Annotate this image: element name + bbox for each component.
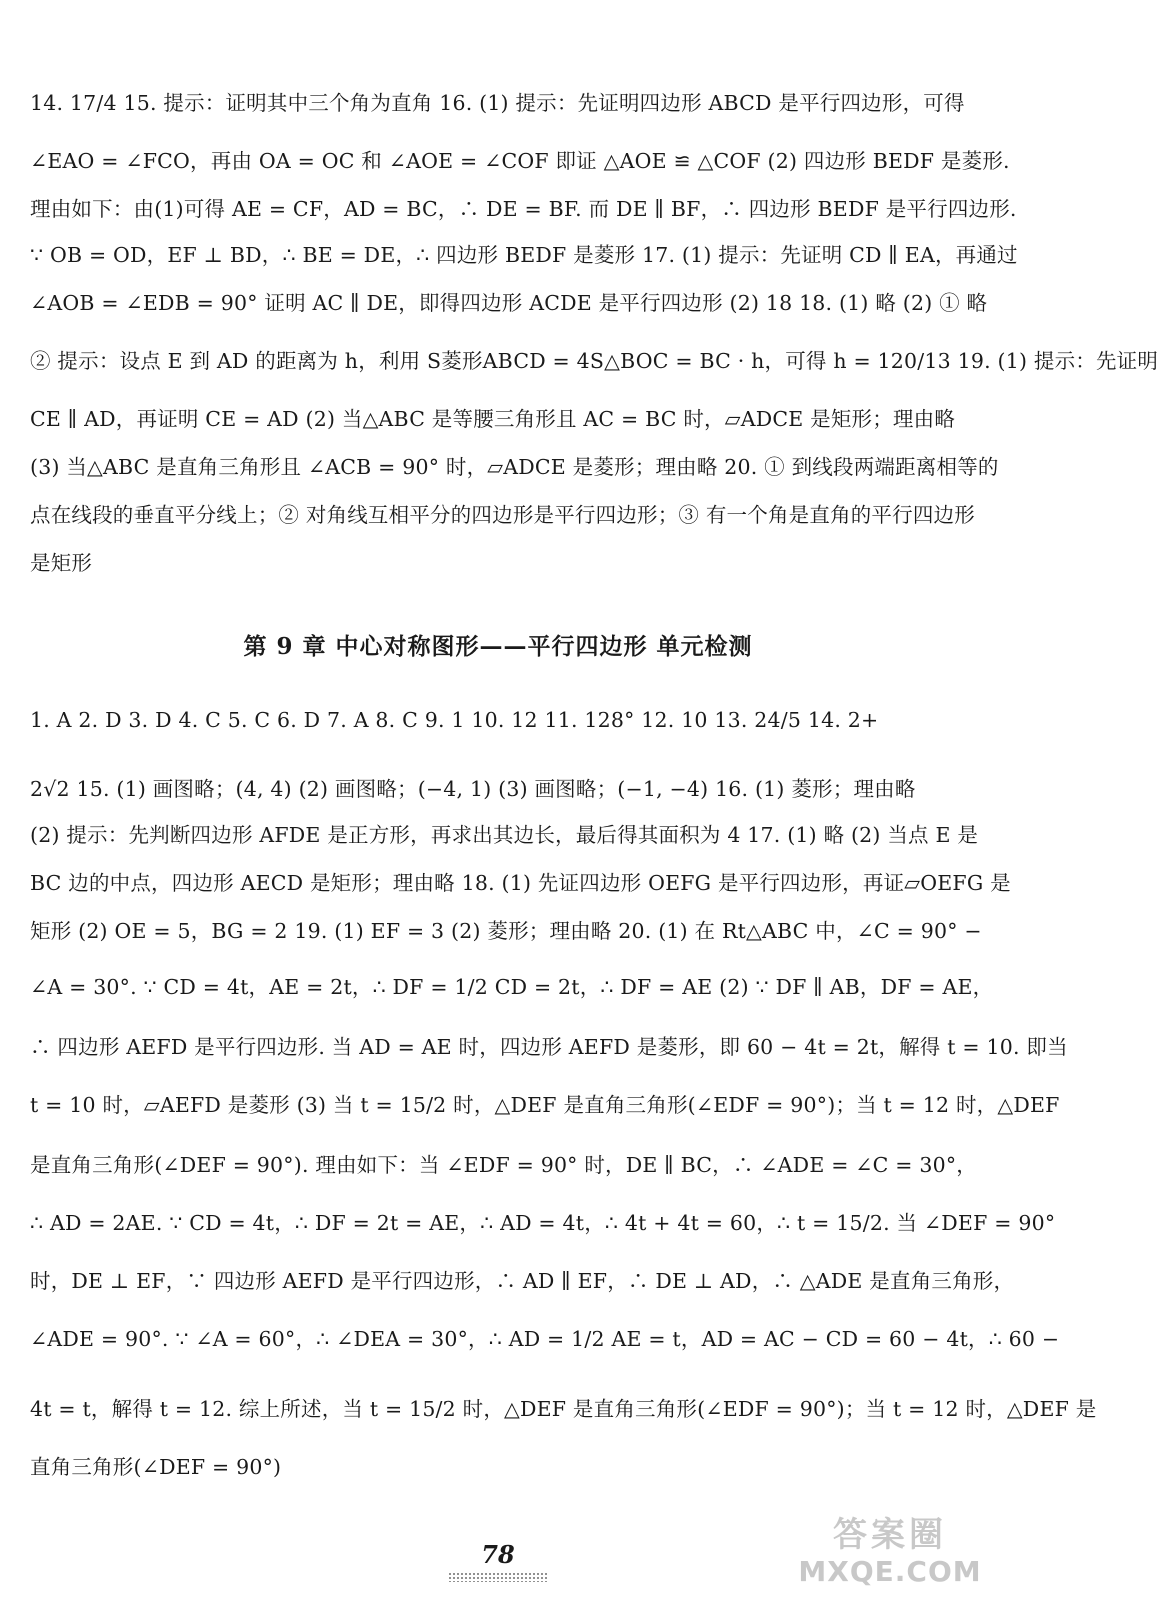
answer-line: CE ∥ AD，再证明 CE = AD (2) 当△ABC 是等腰三角形且 AC = BC 时，▱ADCE 是矩形；理由略 [30,407,956,431]
section-heading: 第 9 章 中心对称图形——平行四边形 单元检测 [243,633,753,660]
answer-line: 14. 17/4 15. 提示：证明其中三个角为直角 16. (1) 提示：先证明四边形 ABCD 是平行四边形，可得 [30,91,965,115]
answer-line: 4t = t，解得 t = 12. 综上所述，当 t = 15/2 时，△DEF 是直角三角形(∠EDF = 90°)；当 t = 12 时，△DEF 是 [30,1397,1097,1421]
answer-line: 矩形 (2) OE = 5，BG = 2 19. (1) EF = 3 (2) 菱形；理由略 20. (1) 在 Rt△ABC 中，∠C = 90° − [30,919,982,943]
page-number-ornament [448,1572,548,1582]
answer-line: ∠ADE = 90°. ∵ ∠A = 60°，∴ ∠DEA = 30°，∴ AD = 1/2 AE = t，AD = AC − CD = 60 − 4t，∴ 60 − [30,1327,1060,1351]
answer-line: (3) 当△ABC 是直角三角形且 ∠ACB = 90° 时，▱ADCE 是菱形；理由略 20. ① 到线段两端距离相等的 [30,455,999,479]
watermark-title: 答案圈 [833,1515,947,1555]
answer-line: 理由如下：由(1)可得 AE = CF，AD = BC，∴ DE = BF. 而 DE ∥ BF，∴ 四边形 BEDF 是平行四边形. [30,197,1017,221]
answer-line: 直角三角形(∠DEF = 90°) [30,1455,282,1479]
answer-line: 是直角三角形(∠DEF = 90°). 理由如下：当 ∠EDF = 90° 时，DE ∥ BC，∴ ∠ADE = ∠C = 30°， [30,1153,977,1177]
answer-line: t = 10 时，▱AEFD 是菱形 (3) 当 t = 15/2 时，△DEF 是直角三角形(∠EDF = 90°)；当 t = 12 时，△DEF [30,1093,1060,1117]
answer-line: ∵ OB = OD，EF ⊥ BD，∴ BE = DE，∴ 四边形 BEDF 是菱形 17. (1) 提示：先证明 CD ∥ EA，再通过 [30,243,1018,267]
answer-line: 是矩形 [30,551,93,575]
answer-line: 点在线段的垂直平分线上；② 对角线互相平分的四边形是平行四边形；③ 有一个角是直角的平行四边形 [30,503,975,527]
answer-line: 时，DE ⊥ EF，∵ 四边形 AEFD 是平行四边形，∴ AD ∥ EF，∴ DE ⊥ AD，∴ △ADE 是直角三角形， [30,1269,1015,1293]
answer-line: 1. A 2. D 3. D 4. C 5. C 6. D 7. A 8. C 9. 1 10. 12 11. 128° 12. 10 13. 24/5 14. 2+ [30,708,879,732]
answer-line: ∠A = 30°. ∵ CD = 4t，AE = 2t，∴ DF = 1/2 CD = 2t，∴ DF = AE (2) ∵ DF ∥ AB，DF = AE， [30,975,994,999]
watermark-url: MXQE.COM [798,1555,982,1588]
answer-line: ∠EAO = ∠FCO，再由 OA = OC 和 ∠AOE = ∠COF 即证 △AOE ≌ △COF (2) 四边形 BEDF 是菱形. [30,149,1010,173]
answer-line: BC 边的中点，四边形 AECD 是矩形；理由略 18. (1) 先证四边形 OEFG 是平行四边形，再证▱OEFG 是 [30,871,1011,895]
answer-line: 2√2 15. (1) 画图略；(4, 4) (2) 画图略；(−4, 1) (3) 画图略；(−1, −4) 16. (1) 菱形；理由略 [30,777,916,801]
watermark-logo [790,1515,990,1595]
page-number: 78 [481,1540,515,1569]
answer-line: ② 提示：设点 E 到 AD 的距离为 h，利用 S菱形ABCD = 4S△BOC = BC · h，可得 h = 120/13 19. (1) 提示：先证明 [30,349,1158,373]
answer-line: ∴ 四边形 AEFD 是平行四边形. 当 AD = AE 时，四边形 AEFD 是菱形，即 60 − 4t = 2t，解得 t = 10. 即当 [30,1035,1068,1059]
answer-line: ∴ AD = 2AE. ∵ CD = 4t，∴ DF = 2t = AE，∴ AD = 4t，∴ 4t + 4t = 60，∴ t = 15/2. 当 ∠DEF = 90° [30,1211,1056,1235]
answer-line: ∠AOB = ∠EDB = 90° 证明 AC ∥ DE，即得四边形 ACDE 是平行四边形 (2) 18 18. (1) 略 (2) ① 略 [30,291,988,315]
answer-line: (2) 提示：先判断四边形 AFDE 是正方形，再求出其边长，最后得其面积为 4 17. (1) 略 (2) 当点 E 是 [30,823,979,847]
